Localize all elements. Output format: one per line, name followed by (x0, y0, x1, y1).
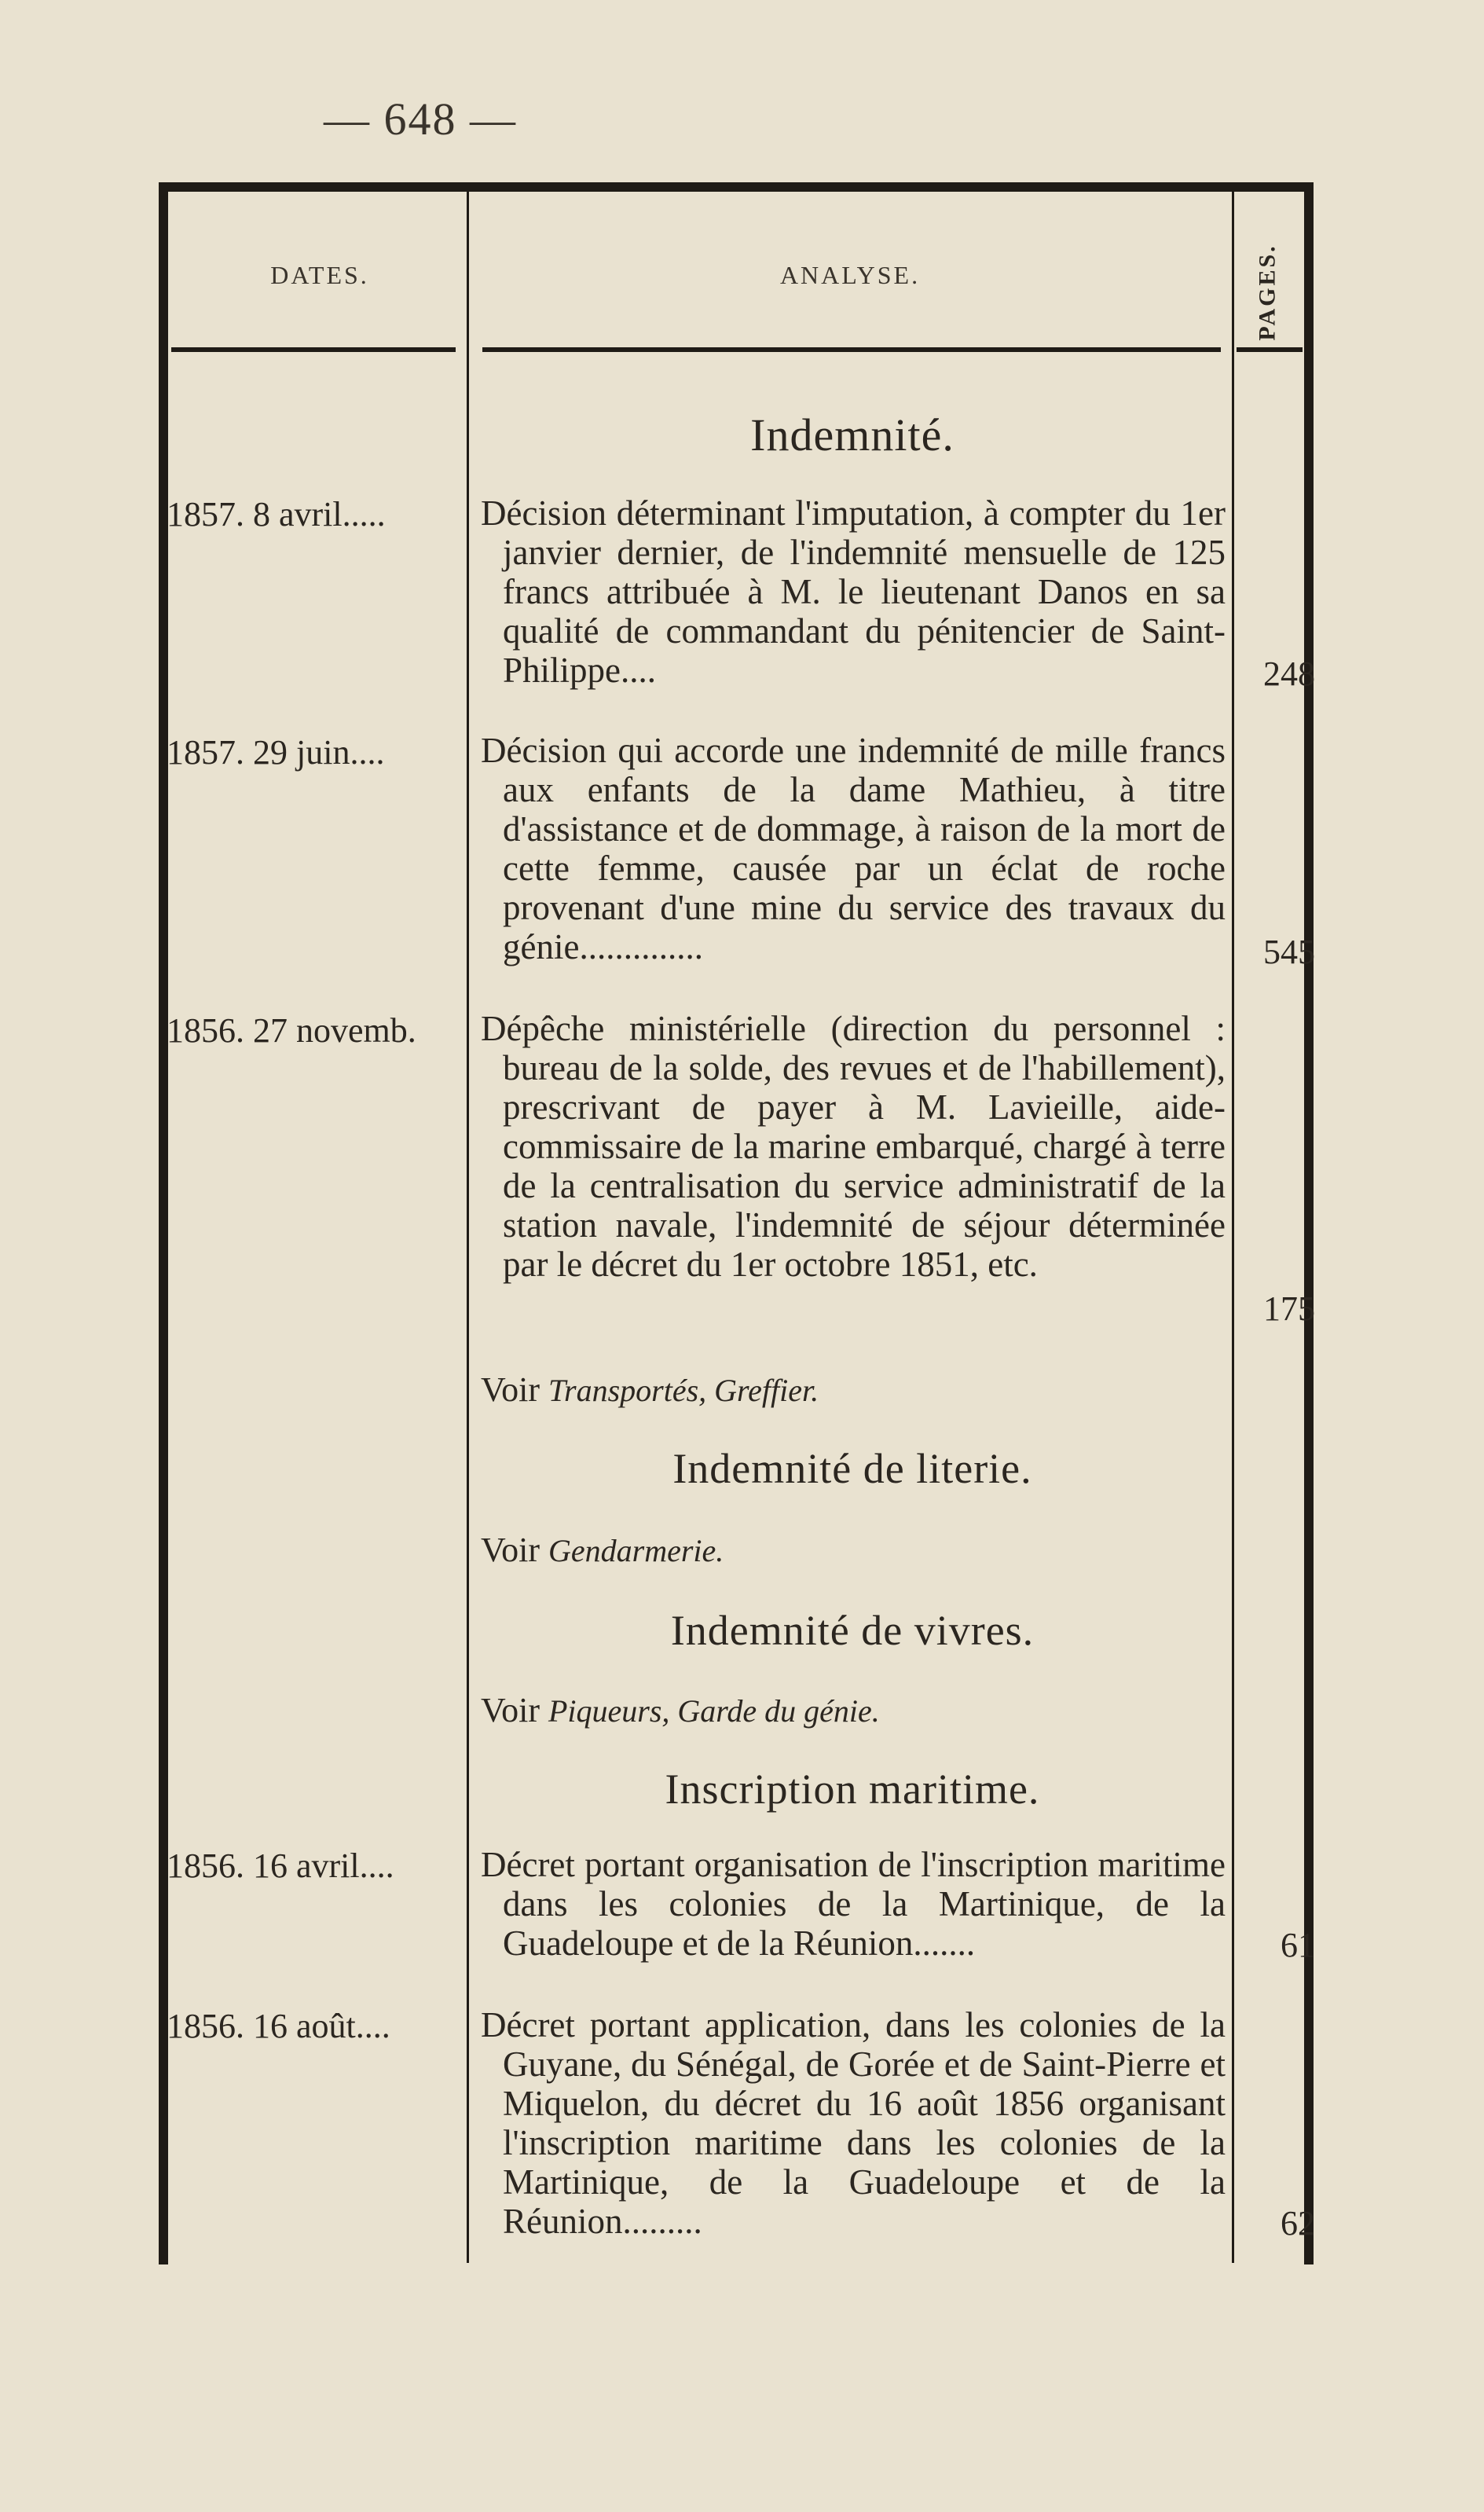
see-also-prefix: Voir (481, 1370, 540, 1409)
entry-date: 1857. 29 juin.... (167, 733, 385, 772)
see-also-refs: Gendarmerie. (548, 1533, 724, 1568)
entry-page: 61 (1281, 1926, 1315, 1964)
entry-analysis: Décision déterminant l'imputation, à compter du 1er janvier dernier, de l'indemnité mensuelle de 125 francs attribuée à M. le lieutenant Danos en sa qualité de commandant du pénitencier de Saint-Philippe.... (481, 493, 1226, 690)
entry-date: 1856. 16 avril.... (167, 1846, 394, 1885)
entry-date: 1856. 27 novemb. (167, 1011, 416, 1050)
see-also-refs: Transportés, Greffier. (548, 1373, 819, 1408)
see-also (481, 1531, 1226, 1571)
entry-analysis: Dépêche ministérielle (direction du personnel : bureau de la solde, des revues et de l'habillement), prescrivant de payer à M. Lavieille, aide-commissaire de la marine embarqué, chargé à terre de la centralisation du service administratif de la station navale, l'indemnité de séjour déterminée par le décret du 1er octobre 1851, etc. (481, 1009, 1226, 1284)
section-heading: Indemnité. (750, 409, 955, 460)
see-also (481, 1370, 1226, 1410)
entry-page: 175 (1263, 1289, 1315, 1328)
entry-page: 62 (1281, 2204, 1315, 2242)
header-pages-label: PAGES. (1255, 244, 1281, 341)
section-heading: Indemnité de literie. (672, 1445, 1032, 1492)
entry-date: 1856. 16 août.... (167, 2007, 390, 2045)
entry-analysis: Décret portant organisation de l'inscription maritime dans les colonies de la Martinique, de la Guadeloupe et de la Réunion....... (481, 1845, 1226, 1963)
section-heading: Indemnité de vivres. (670, 1607, 1035, 1654)
page-number: — 648 — (324, 94, 517, 145)
see-also (481, 1691, 1226, 1731)
section-heading: Inscription maritime. (665, 1766, 1040, 1813)
see-also-refs: Piqueurs, Garde du génie. (548, 1693, 880, 1729)
entry-page: 545 (1263, 933, 1315, 971)
header-dates: DATES. (270, 261, 369, 289)
entry-page: 248 (1263, 655, 1315, 693)
header-analyse: ANALYSE. (779, 261, 921, 289)
entry-date: 1857. 8 avril..... (167, 495, 386, 534)
see-also-prefix: Voir (481, 1691, 540, 1729)
see-also-prefix: Voir (481, 1531, 540, 1569)
entry-analysis: Décret portant application, dans les colonies de la Guyane, du Sénégal, de Gorée et de Saint-Pierre et Miquelon, du décret du 16 août 1856 organisant l'inscription maritime dans les colonies de la Martinique, de la Guadeloupe et de la Réunion......... (481, 2005, 1226, 2241)
entry-analysis: Décision qui accorde une indemnité de mille francs aux enfants de la dame Mathieu, à titre d'assistance et de dommage, à raison de la mort de cette femme, causée par un éclat de roche provenant d'une mine du service des travaux du génie.............. (481, 731, 1226, 966)
